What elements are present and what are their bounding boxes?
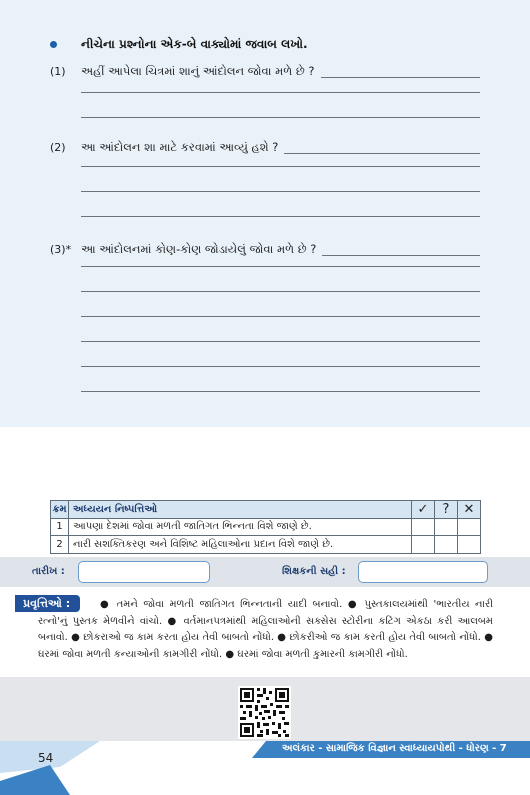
question-mark-icon: ? — [435, 501, 458, 519]
page-number: 54 — [38, 751, 54, 765]
answer-line[interactable] — [81, 92, 480, 93]
date-label: તારીખ : — [32, 566, 65, 577]
qr-code-graphic — [238, 686, 291, 739]
outcome-text: આપણા દેશમાં જોવા મળતી જાતિગત ભિન્નતા વિશે જાણે છે. — [69, 518, 412, 536]
answer-line[interactable] — [322, 255, 480, 256]
activities-section — [0, 587, 530, 677]
qr-section — [0, 677, 530, 741]
table-header-row — [51, 501, 481, 519]
page-footer — [0, 741, 530, 795]
question-3 — [50, 242, 480, 260]
signature-field[interactable] — [358, 561, 488, 583]
table-row — [51, 518, 481, 536]
question-cell[interactable] — [435, 518, 458, 536]
check-icon: ✓ — [412, 501, 435, 519]
cross-cell[interactable] — [458, 518, 481, 536]
date-field[interactable] — [78, 561, 210, 583]
answer-line[interactable] — [81, 391, 480, 392]
answer-line[interactable] — [81, 117, 480, 118]
column-header-outcomes: અધ્યયન નિષ્પત્તિઓ — [69, 501, 412, 519]
question-1 — [50, 64, 480, 82]
question-text: આ આંદોલનમાં કોણ-કોણ જોડાયેલું જોવા મળે છે ? — [81, 242, 317, 256]
answer-line[interactable] — [81, 341, 480, 342]
answer-line[interactable] — [321, 77, 480, 78]
answer-line[interactable] — [81, 291, 480, 292]
answer-line[interactable] — [81, 266, 480, 267]
cross-icon: ✕ — [458, 501, 481, 519]
book-title: અલંકાર - સામાજિક વિજ્ઞાન સ્વાધ્યાયપોથી - ધોરણ - 7 — [282, 743, 507, 754]
instruction — [50, 37, 308, 52]
answer-line[interactable] — [81, 316, 480, 317]
answer-line[interactable] — [284, 153, 480, 154]
bullet-icon — [50, 41, 57, 48]
check-cell[interactable] — [412, 518, 435, 536]
column-header-number: ક્રમ — [51, 501, 69, 519]
activities-text: ● તમને જોવા મળતી જાતિગત ભિન્નતાની યાદી બનાવો. ● પુસ્તકાલયમાંથી 'ભારતીય નારી રત્નો'નું પુસ્તક મેળવીને વાંચો. ● વર્તમાનપત્રમાંથી મહિલાઓની સક્સેસ સ્ટોરીના કટિંગ એકઠા કરી આલબમ બનાવો. ● છોકરાઓ જ કામ કરતા હોય તેવી બાબતો નોંધો. ● છોકરીઓ જ કામ કરતી હોય તેવી બાબતો નોંધો. ● ઘરમાં જોવા મળતી કન્યાઓની કામગીરી નોંધો. ● ઘરમાં જોવા મળતી કુમારની કામગીરી નોંધો. — [38, 599, 493, 660]
question-cell[interactable] — [435, 536, 458, 554]
table-row — [51, 536, 481, 554]
cross-cell[interactable] — [458, 536, 481, 554]
outcome-text: નારી સશક્તિકરણ અને વિશિષ્ટ મહિલાઓના પ્રદાન વિશે જાણે છે. — [69, 536, 412, 554]
question-text: આ આંદોલન શા માટે કરવામાં આવ્યું હશે ? — [81, 140, 279, 154]
signature-label: શિક્ષકની સહી : — [282, 566, 346, 577]
question-number: (1) — [50, 65, 66, 78]
question-2 — [50, 140, 480, 158]
answer-line[interactable] — [81, 191, 480, 192]
row-number: 2 — [51, 536, 69, 554]
qr-code-icon[interactable] — [238, 686, 291, 739]
answer-line[interactable] — [81, 166, 480, 167]
instruction-text: નીચેના પ્રશ્નોના એક-બે વાક્યોમાં જવાબ લખો. — [81, 37, 308, 51]
answer-line[interactable] — [81, 216, 480, 217]
question-text: અહીં આપેલા ચિત્રમાં શાનું આંદોલન જોવા મળે છે ? — [81, 64, 315, 78]
activities-tag: પ્રવૃત્તિઓ : — [15, 595, 80, 612]
question-number: (3)* — [50, 243, 72, 256]
check-cell[interactable] — [412, 536, 435, 554]
date-signature-bar — [0, 557, 530, 587]
row-number: 1 — [51, 518, 69, 536]
question-number: (2) — [50, 141, 66, 154]
answer-line[interactable] — [81, 366, 480, 367]
learning-outcomes-table — [50, 500, 481, 554]
